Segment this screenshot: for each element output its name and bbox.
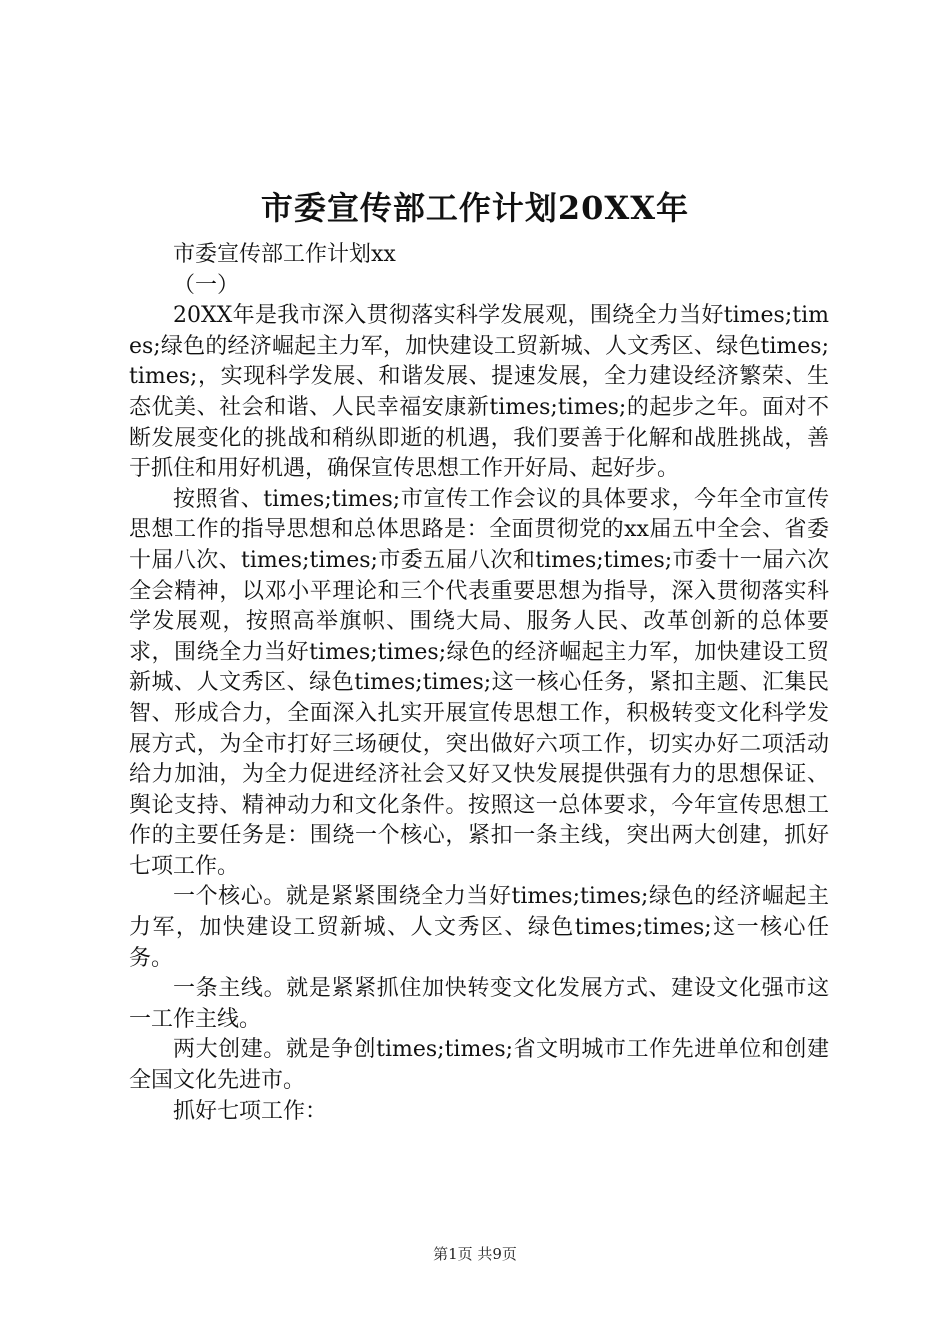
document-title: 市委宣传部工作计划20XX年 xyxy=(260,189,690,227)
paragraph-section-number: （一） xyxy=(173,272,240,298)
paragraph-seven-tasks: 抓好七项工作： xyxy=(173,1098,328,1124)
paragraph-two-creations: 两大创建。就是争创times;times;省文明城市工作先进单位和创建全国文化先进市。 xyxy=(129,1037,829,1094)
paragraph-intro: 20XX年是我市深入贯彻落实科学发展观，围绕全力当好times;times;绿色的经济崛起主力军，加快建设工贸新城、人文秀区、绿色times;times;，实现科学发展、和谐发展、提速发展，全力建设经济繁荣、生态优美、社会和谐、人民幸福安康新times;times;的起步之年。面对不断发展变化的挑战和稍纵即逝的机遇，我们要善于化解和战胜挑战，善于抓住和用好机遇，确保宣传思想工作开好局、起好步。 xyxy=(129,303,829,482)
paragraph-one-mainline: 一条主线。就是紧紧抓住加快转变文化发展方式、建设文化强市这一工作主线。 xyxy=(129,976,829,1032)
page-number-footer: 第1页 共9页 xyxy=(433,1245,517,1263)
paragraph-one-core: 一个核心。就是紧紧围绕全力当好times;times;绿色的经济崛起主力军，加快建设工贸新城、人文秀区、绿色times;times;这一核心任务。 xyxy=(129,884,829,971)
paragraph-guiding-thought: 按照省、times;times;市宣传工作会议的具体要求，今年全市宣传思想工作的指导思想和总体思路是：全面贯彻党的xx届五中全会、省委十届八次、times;times;市委五届八次和times;times;市委十一届六次全会精神，以邓小平理论和三个代表重要思想为指导，深入贯彻落实科学发展观，按照高举旗帜、围绕大局、服务人民、改革创新的总体要求，围绕全力当好times;times;绿色的经济崛起主力军，加快建设工贸新城、人文秀区、绿色times;times;这一核心任务，紧扣主题、汇集民智、形成合力，全面深入扎实开展宣传思想工作，积极转变文化科学发展方式，为全市打好三场硬仗，突出做好六项工作，切实办好二项活动给力加油，为全力促进经济社会又好又快发展提供强有力的思想保证、舆论支持、精神动力和文化条件。按照这一总体要求，今年宣传思想工作的主要任务是：围绕一个核心，紧扣一条主线，突出两大创建，抓好七项工作。 xyxy=(129,486,829,879)
document-body xyxy=(129,240,829,1127)
paragraph-subtitle: 市委宣传部工作计划xx xyxy=(173,242,396,267)
